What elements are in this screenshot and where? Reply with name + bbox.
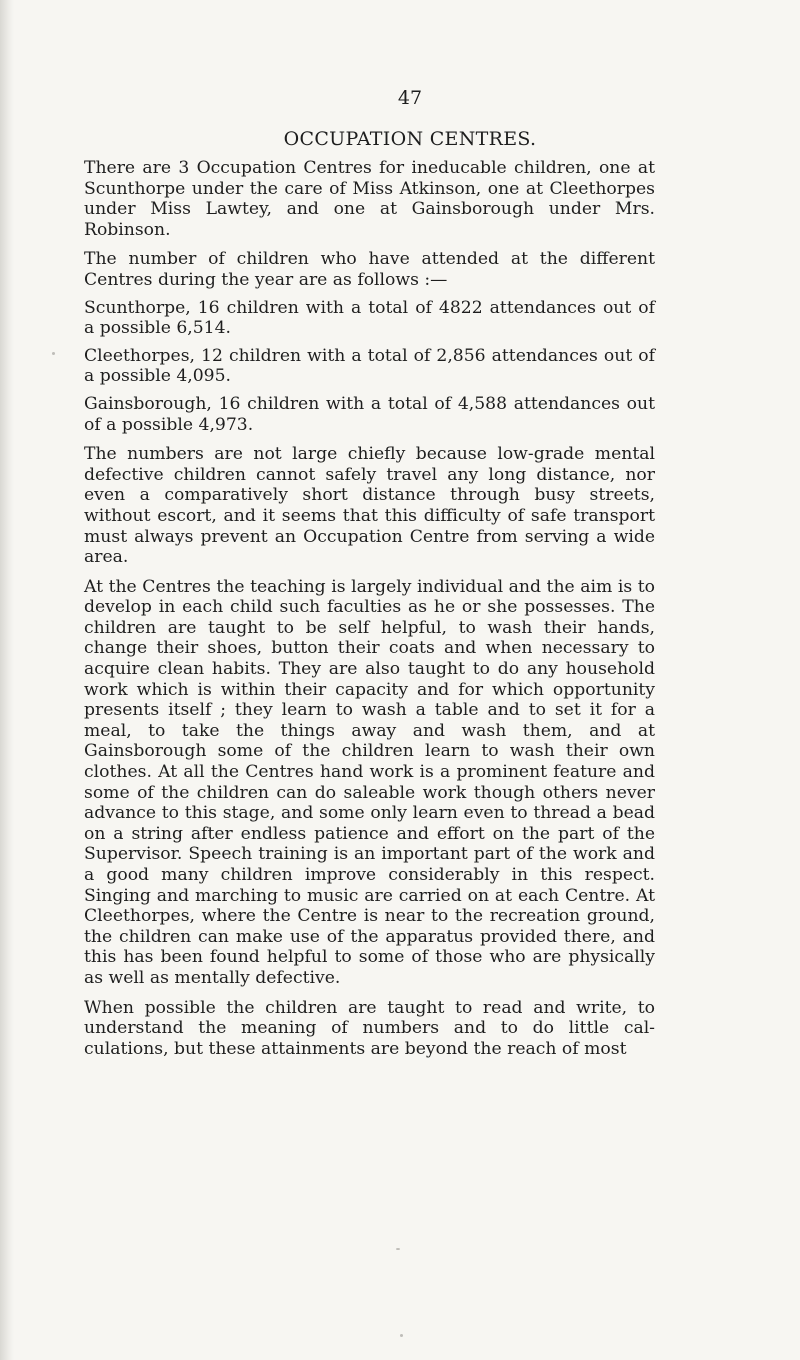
paragraph-scunthorpe: Scunthorpe, 16 children with a total of 4822 attendances out of a possible 6,514.	[84, 297, 655, 339]
paragraph-attendance-intro: The number of children who have attended at the different Centres during the year are as follows :—	[84, 249, 655, 290]
paper-speck	[396, 1248, 400, 1250]
paragraph-intro: There are 3 Occupation Centres for ineducable children, one at Scunthorpe under the care of Miss Atkinson, one at Cleethorpes under Miss Lawtey, and one at Gainsborough under Mrs. Robinson.	[84, 158, 655, 240]
section-heading: OCCUPATION CENTRES.	[283, 128, 537, 150]
page-edge-shadow	[0, 0, 14, 1360]
paper-speck	[400, 1334, 403, 1337]
body-text	[84, 158, 655, 1068]
paper-speck	[52, 352, 55, 355]
page-number: 47	[397, 87, 423, 109]
paragraph-reading: When possible the children are taught to read and write, to understand the meaning of numbers and to do little cal- culations, but these attainments are beyond the reach of most	[84, 997, 655, 1059]
paragraph-teaching: At the Centres the teaching is largely individual and the aim is to develop in each child such faculties as he or she possesses. The children are taught to be self helpful, to wash their hands, change their shoes, button their coats and when necessary to acquire clean habits. They are also taught to do any household work which is within their capacity and for which opportunity presents itself ; they learn to wash a table and to set it for a meal, to take the things away and wash them, and at Gainsborough some of the children learn to wash their own clothes. At all the Centres hand work is a prominent feature and some of the children can do saleable work though others never advance to this stage, and some only learn even to thread a bead on a string after endless patience and effort on the part of the Supervisor. Speech training is an important part of the work and a good many children improve considerably in this respect. Singing and marching to music are carried on at each Centre. At Cleethorpes, where the Centre is near to the recreation ground, the children can make use of the apparatus provided there, and this has been found helpful to some of those who are physically as well as mentally defective.	[84, 576, 655, 988]
paragraph-transport: The numbers are not large chiefly because low-grade mental defective children cannot safely travel any long distance, nor even a comparatively short distance through busy streets, without escort, and it seems that this difficulty of safe transport must always prevent an Occupation Centre from serving a wide area.	[84, 444, 655, 568]
paragraph-gainsborough: Gainsborough, 16 children with a total of 4,588 attendances out of a possible 4,973.	[84, 393, 655, 435]
paragraph-cleethorpes: Cleethorpes, 12 children with a total of 2,856 attendances out of a possible 4,095.	[84, 345, 655, 387]
